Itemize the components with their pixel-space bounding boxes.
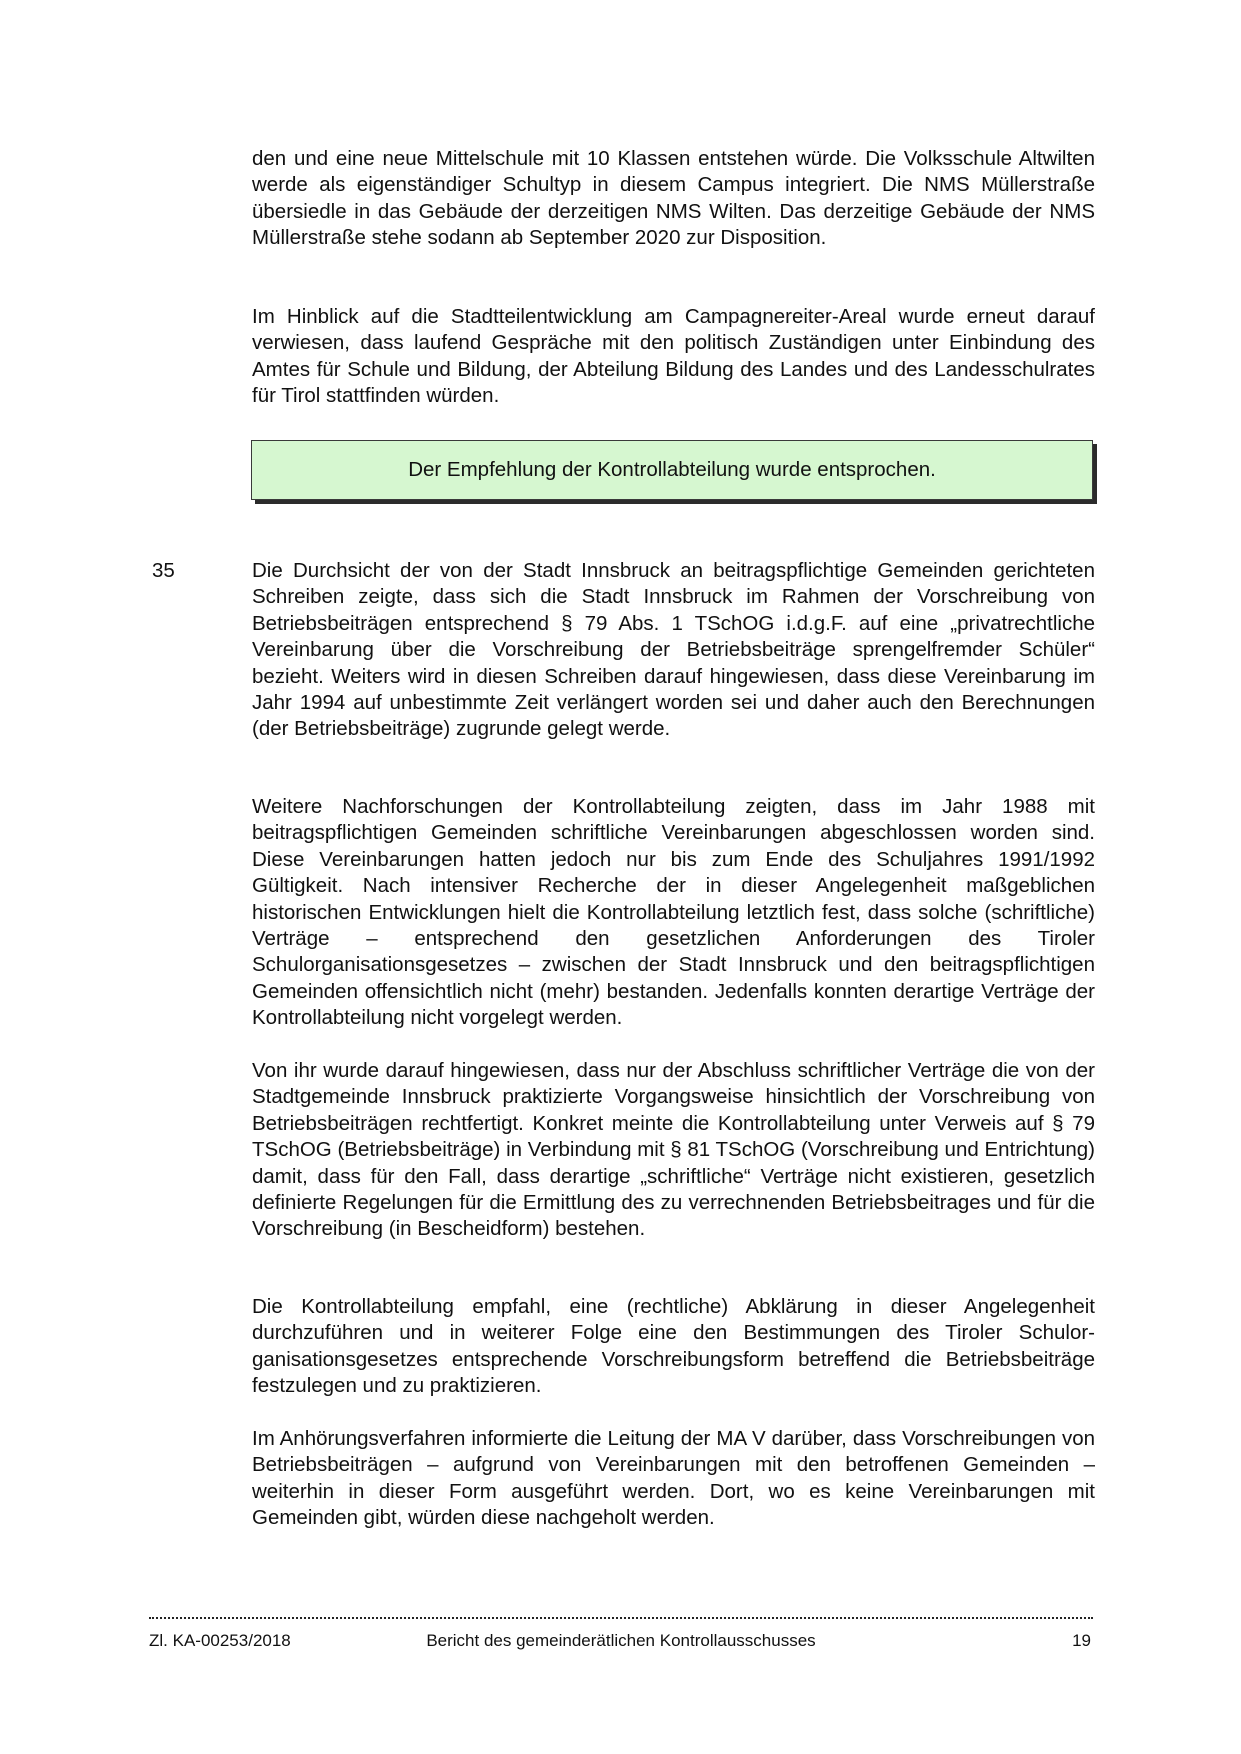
intro-paragraph-1: den und eine neue Mittelschule mit 10 Klassen entstehen würde. Die Volksschule Altwilten werde als eigenständiger Schultyp in diesem Campus integriert. Die NMS Müllerstraße übersiedle in das Gebäude der derzeitigen NMS Wilten. Das derzeitige Gebäude der NMS Müllerstraße stehe sodann ab September 2020 zur Disposition. bbox=[252, 147, 1095, 250]
item-number: 35 bbox=[152, 559, 175, 582]
intro-paragraph-2: Im Hinblick auf die Stadtteilentwicklung am Campagnereiter-Areal wurde erneut darauf verwiesen, dass laufend Gespräche mit den politisch Zuständigen unter Einbindung des Amtes für Schule und Bildung, der Abteilung Bildung des Landes und des Landesschulrates für Tirol stattfinden würden. bbox=[252, 305, 1095, 408]
footer-title: Bericht des gemeinderätlichen Kontrollausschusses bbox=[426, 1631, 816, 1650]
callout-text: Der Empfehlung der Kontrollabteilung wurde entsprochen. bbox=[408, 458, 936, 481]
item-35-paragraph-4: Die Kontrollabteilung empfahl, eine (rechtliche) Abklärung in dieser Angelegenheit durchzuführen und in weiterer Folge eine den Bestimmungen des Tiroler Schulorganisationsgesetzes entsprechende Vorschreibungsform betreffend die Betriebsbeiträge festzulegen und zu praktizieren. bbox=[252, 1295, 1095, 1398]
item-35-paragraph-5: Im Anhörungsverfahren informierte die Leitung der MA V darüber, dass Vorschreibungen von Betriebsbeiträgen – aufgrund von Vereinbarungen mit den betroffenen Gemeinden – weiterhin in dieser Form ausgeführt werden. Dort, wo es keine Vereinbarungen mit Gemeinden gibt, würden diese nachgeholt werden. bbox=[252, 1427, 1095, 1530]
footer-page-number: 19 bbox=[1072, 1631, 1091, 1650]
recommendation-callout-box bbox=[251, 440, 1093, 500]
item-35-paragraph-1: Die Durchsicht der von der Stadt Innsbruck an beitragspflichtige Gemeinden gerichteten Schreiben zeigte, dass sich die Stadt Innsbruck im Rahmen der Vorschreibung von Betriebsbeiträgen entsprechend § 79 Abs. 1 TSchOG i.d.g.F. auf eine „privatrechtliche Vereinbarung über die Vorschreibung der Betriebsbeiträge sprengelfremder Schüler“ bezieht. Weiters wird in diesen Schreiben darauf hingewiesen, dass diese Vereinbarung im Jahr 1994 auf unbestimmte Zeit verlängert worden sei und daher auch den Berechnungen (der Betriebsbeiträge) zugrunde gelegt werde. bbox=[252, 559, 1095, 741]
item-35-paragraph-2: Weitere Nachforschungen der Kontrollabteilung zeigten, dass im Jahr 1988 mit beitragspflichtigen Gemeinden schriftliche Vereinbarungen abgeschlossen worden sind. Diese Vereinbarungen hatten jedoch nur bis zum Ende des Schuljahres 1991/1992 Gültigkeit. Nach intensiver Recherche der in dieser Angelegenheit maßgeblichen historischen Entwicklungen hielt die Kontrollabteilung letztlich fest, dass solche (schriftliche) Verträge – entsprechend den gesetzlichen Anforderungen des Tiroler Schulorganisationsgesetzes – zwischen der Stadt Innsbruck und den beitragspflichtigen Gemeinden offensichtlich nicht (mehr) bestanden. Jedenfalls konnten derartige Verträge der Kontrollabteilung nicht vorgelegt werden. bbox=[252, 795, 1095, 1030]
footer-divider bbox=[149, 1617, 1093, 1619]
footer-reference: Zl. KA-00253/2018 bbox=[149, 1631, 291, 1650]
item-35-paragraph-3: Von ihr wurde darauf hingewiesen, dass nur der Abschluss schriftlicher Verträge die von der Stadtgemeinde Innsbruck praktizierte Vorgangsweise hinsichtlich der Vorschreibung von Betriebsbeiträgen rechtfertigt. Konkret meinte die Kontrollabteilung unter Verweis auf § 79 TSchOG (Betriebsbeiträge) in Verbindung mit § 81 TSchOG (Vorschreibung und Entrichtung) damit, dass für den Fall, dass derartige „schriftliche“ Verträge nicht existieren, gesetzlich definierte Regelungen für die Ermittlung des zu verrechnenden Betriebsbeitrages und für die Vorschreibung (in Bescheidform) bestehen. bbox=[252, 1059, 1095, 1241]
